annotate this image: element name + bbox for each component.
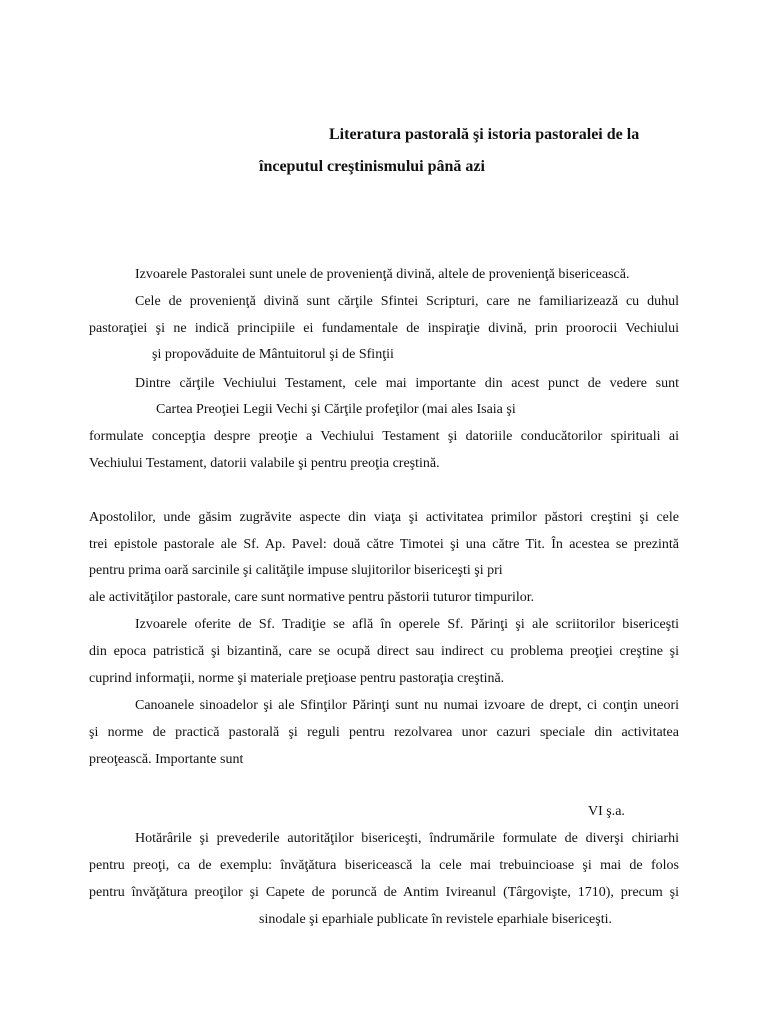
text-line: şi norme de practică pastorală şi reguli pentru rezolvarea unor cazuri speciale din activitatea (89, 725, 679, 740)
text-line: Izvoarele Pastoralei sunt unele de provenienţă divină, altele de provenienţă bisericească. (135, 267, 630, 282)
text-line: formulate concepţia despre preoţie a Vechiului Testament şi datoriile conducătorilor spirituali ai (89, 429, 679, 444)
text-line: Apostolilor, unde găsim zugrăvite aspecte din viaţa şi activitatea primilor păstori creştini şi cele (89, 510, 679, 525)
text-line: pastoraţiei şi ne indică principiile ei fundamentale de inspiraţie divină, prin proorocii Vechiului (89, 321, 679, 336)
text-line: Vechiului Testament, datorii valabile şi pentru preoţia creştină. (89, 456, 440, 471)
text-line: trei epistole pastorale ale Sf. Ap. Pavel: două către Timotei şi una către Tit. În acestea se prezintă (89, 537, 679, 552)
text-line: preoţească. Importante sunt (89, 752, 244, 767)
text-line: Izvoarele oferite de Sf. Tradiţie se află în operele Sf. Părinţi şi ale scriitorilor bisericeşti (135, 617, 679, 632)
text-line: Cartea Preoţiei Legii Vechi şi Cărţile profeţilor (mai ales Isaia şi (156, 402, 516, 417)
text-line: cuprind informaţii, norme şi materiale preţioase pentru pastoraţia creştină. (89, 671, 505, 686)
text-line: sinodale şi eparhiale publicate în revistele eparhiale bisericeşti. (259, 912, 612, 927)
text-line: Hotărârile şi prevederile autorităţilor bisericeşti, îndrumările formulate de diverşi chiriarhi (135, 831, 679, 846)
text-line: Canoanele sinoadelor şi ale Sfinţilor Părinţi sunt nu numai izvoare de drept, ci conţin uneori (135, 698, 679, 713)
document-title-line-2: începutul creştinismului până azi (259, 158, 485, 175)
text-line: VI ş.a. (588, 804, 625, 819)
document-title-line-1: Literatura pastorală şi istoria pastoralei de la (329, 126, 640, 143)
text-line: pentru prima oară sarcinile şi calităţile impuse slujitorilor bisericeşti şi pri (89, 563, 503, 578)
text-line: Dintre cărţile Vechiului Testament, cele mai importante din acest punct de vedere sunt (135, 376, 679, 391)
text-line: Cele de provenienţă divină sunt cărţile Sfintei Scripturi, care ne familiarizează cu duhul (135, 294, 679, 309)
text-line: pentru preoţi, ca de exemplu: învăţătura bisericească la cele mai trebuincioase şi mai de folos (89, 858, 679, 873)
text-line: şi propovăduite de Mântuitorul şi de Sfinţii (152, 347, 394, 362)
text-line: din epoca patristică şi bizantină, care se ocupă direct sau indirect cu problema preoţiei creştine şi (89, 644, 679, 659)
text-line: pentru învăţătura preoţilor şi Capete de poruncă de Antim Ivireanul (Târgovişte, 1710), precum şi (89, 885, 679, 900)
text-line: ale activităţilor pastorale, care sunt normative pentru păstorii tuturor timpurilor. (89, 590, 535, 605)
